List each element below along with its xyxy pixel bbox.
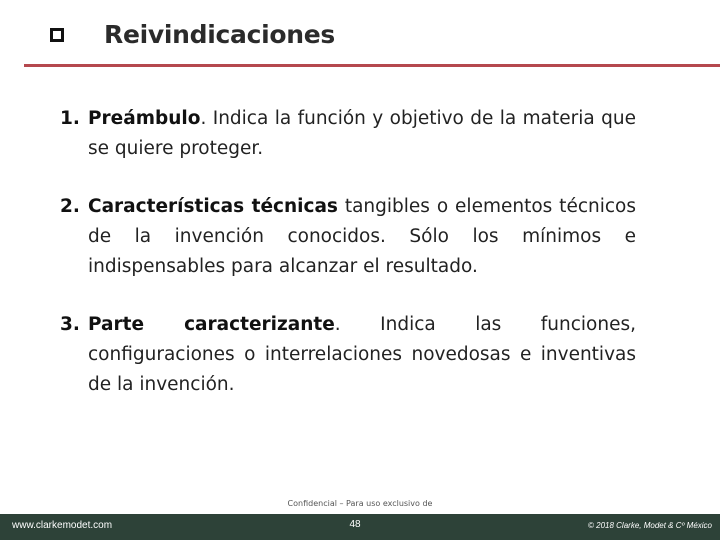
item-number: 2. xyxy=(60,196,80,217)
item-number: 1. xyxy=(60,108,80,129)
hollow-square-bullet-icon xyxy=(50,28,64,42)
claim-item-parte-caracterizante xyxy=(60,310,636,400)
confidential-notice: Confidencial – Para uso exclusivo de xyxy=(287,499,433,508)
item-number: 3. xyxy=(60,314,80,335)
claim-item-preambulo xyxy=(60,104,636,164)
item-text: tangibles o elementos técnicos de la invención conocidos. Sólo los mínimos e indispensables para alcanzar el resultado. xyxy=(88,196,636,277)
item-text: . Indica la función y objetivo de la materia que se quiere proteger. xyxy=(88,108,636,159)
item-term: Características técnicas xyxy=(88,196,338,217)
footer-bar xyxy=(0,514,720,540)
item-term: Parte caracterizante xyxy=(88,314,335,335)
slide-title: Reivindicaciones xyxy=(104,20,335,49)
claims-list xyxy=(60,104,636,428)
page-number: 48 xyxy=(349,519,361,530)
title-divider xyxy=(24,64,720,67)
copyright-text: © 2018 Clarke, Modet & Cº México xyxy=(588,521,712,530)
item-term: Preámbulo xyxy=(88,108,201,129)
claim-item-caracteristicas xyxy=(60,192,636,282)
item-text: . Indica las funciones, configuraciones o interrelaciones novedosas e inventivas de la invención. xyxy=(88,314,636,395)
footer-url[interactable]: www.clarkemodet.com xyxy=(12,520,113,531)
